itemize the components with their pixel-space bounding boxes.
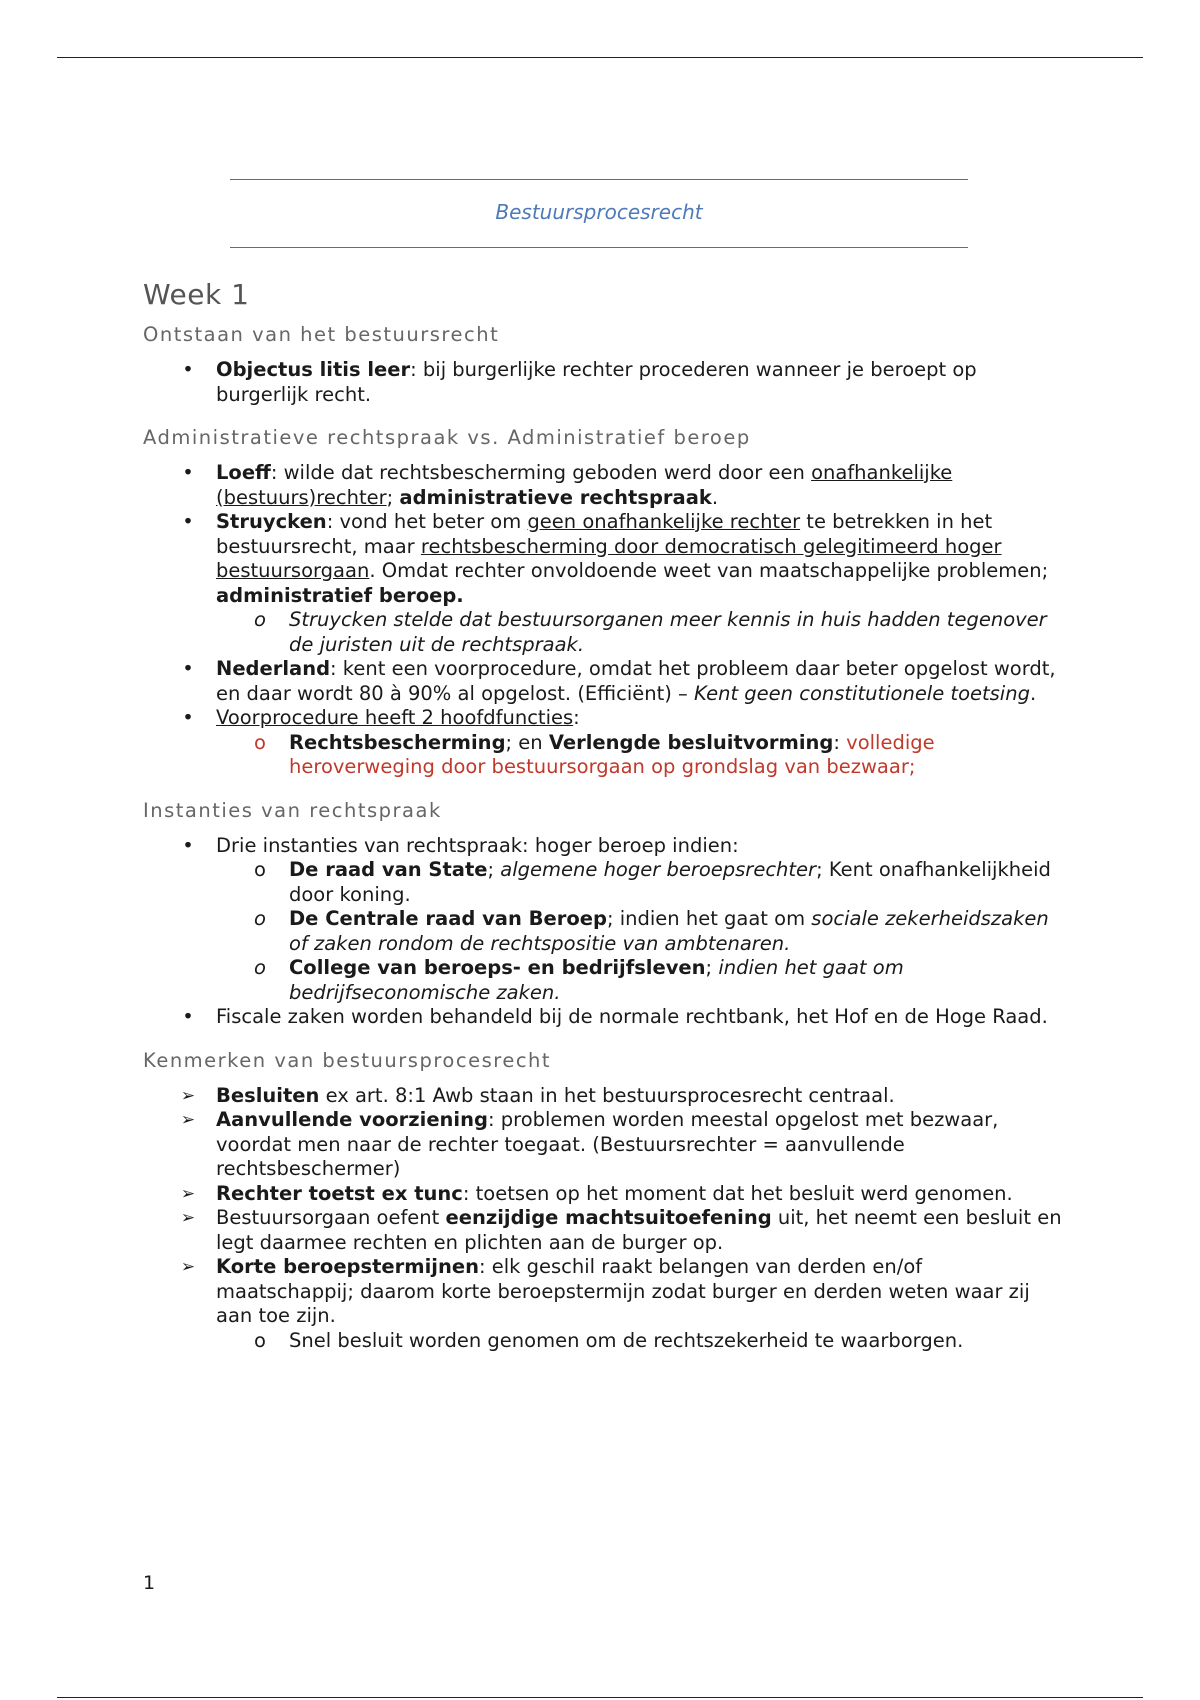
list-item [143,1108,1063,1182]
bullet-dot-icon: • [182,510,194,533]
underlined-text: Voorprocedure heeft 2 hoofdfuncties [216,706,574,729]
list-ontstaan [143,358,1063,407]
text: . Omdat rechter onvoldoende weet van maatschappelijke problemen; [369,559,1049,582]
bold-text: administratieve rechtspraak [399,485,712,509]
bullet-circle-icon: o [254,1328,266,1352]
sub-list-item [216,731,1063,780]
bullet-dot-icon: • [182,358,194,381]
list-kenmerken [143,1084,1063,1354]
text: : elk geschil raakt belangen van derden en/of maatschappij; daarom korte beroepstermijn zodat burger en derden weten waar zij aan toe zijn. [216,1255,1030,1327]
list-item [143,834,1063,1006]
text: : [833,730,847,754]
bullet-dot-icon: • [182,1005,194,1028]
title-box [230,179,968,248]
section-heading-ontstaan: Ontstaan van het bestuursrecht [143,323,500,346]
page-number: 1 [143,1572,156,1594]
underlined-text: onafhankelijke (bestuurs)rechter [216,461,953,509]
bullet-dot-icon: • [182,833,194,857]
bold-text: Korte beroepstermijnen [216,1255,479,1278]
sublist [216,1329,1063,1354]
text: : kent een voorprocedure, omdat het probleem daar beter opgelost wordt, en daar wordt 80 à 90% al opgelost. (Efficiënt) – [216,657,1056,705]
sub-list-item [216,858,1063,907]
text: : bij burgerlijke rechter procederen wanneer je beroept op burgerlijk recht. [216,358,977,406]
bullet-circle-icon: o [254,956,266,979]
bullet-dot-icon: • [182,706,194,729]
section-heading-instanties: Instanties van rechtspraak [143,798,442,822]
text: ; [487,858,501,881]
italic-text: algemene hoger beroepsrechter [500,858,817,881]
text: : [573,706,580,729]
list-item [143,706,1063,780]
page-bottom-rule [57,1697,1143,1698]
list-item [143,1182,1063,1207]
italic-text: sociale zekerheidszaken of zaken rondom de rechtspositie van ambtenaren. [289,907,1049,955]
bold-text: Verlengde besluitvorming [548,730,834,754]
section-heading-kenmerken: Kenmerken van bestuursprocesrecht [143,1048,552,1072]
text: ex art. 8:1 Awb staan in het bestuursprocesrecht centraal. [319,1083,895,1107]
bold-text: administratief beroep. [216,583,464,607]
text: : wilde dat rechtsbescherming geboden werd door een [270,461,812,484]
italic-text: Struycken stelde dat bestuursorganen meer kennis in huis hadden tegenover de juristen uit de rechtspraak. [289,608,1047,656]
bold-text: De Centrale raad van Beroep [289,907,607,930]
week-heading: Week 1 [143,278,250,311]
sub-list-item [216,1329,1063,1354]
sub-list-item [216,907,1063,956]
list-item [143,510,1063,657]
arrow-bullet-icon: ➢ [180,1085,196,1106]
italic-text: Kent geen constitutionele toetsing [694,681,1030,705]
list-item [143,657,1063,706]
term: Loeff [216,461,271,484]
text: : toetsen op het moment dat het besluit werd genomen. [462,1181,1013,1205]
bullet-circle-icon: o [254,730,266,754]
text: Bestuursorgaan oefent [216,1206,446,1229]
arrow-bullet-icon: ➢ [180,1257,196,1277]
bold-text: College van beroeps- en bedrijfsleven [289,956,706,979]
list-administratieve [143,461,1063,780]
bullet-circle-icon: o [254,907,266,930]
list-item [143,1084,1063,1109]
bullet-circle-icon: o [254,608,266,631]
text: Fiscale zaken worden behandeld bij de normale rechtbank, het Hof en de Hoge Raad. [216,1005,1048,1028]
italic-text: indien het gaat om bedrijfseconomische zaken. [289,956,904,1004]
list-item [143,1005,1063,1030]
bold-text: eenzijdige machtsuitoefening [445,1206,772,1229]
bold-text: Rechter toetst ex tunc [216,1181,463,1205]
text: ; indien het gaat om [606,907,812,930]
underlined-text: geen onafhankelijke rechter [527,510,801,533]
bullet-dot-icon: • [182,657,194,680]
text: te betrekken in het bestuursrecht, maar [216,510,993,558]
term: Objectus litis leer [216,358,411,381]
text: . [711,485,719,509]
text: Snel besluit worden genomen om de rechtszekerheid te waarborgen. [289,1328,964,1352]
document-title: Bestuursprocesrecht [495,200,703,224]
arrow-bullet-icon: ➢ [180,1110,196,1130]
term: Struycken [216,510,327,533]
bold-text: Besluiten [216,1083,320,1107]
arrow-bullet-icon: ➢ [180,1183,196,1204]
list-item [143,358,1063,407]
text: : vond het beter om [326,510,528,533]
red-text: volledige heroverweging door bestuursorgaan op grondslag van bezwaar; [289,730,935,778]
text: uit, het neemt een besluit en legt daarmee rechten en plichten aan de burger op. [216,1206,1062,1254]
sub-list-item [216,608,1063,657]
term: Nederland [216,657,331,680]
section-heading-administratieve: Administratieve rechtspraak vs. Administratief beroep [143,426,751,449]
text: . [1029,681,1037,705]
document-body [143,278,1063,1372]
bold-text: De raad van State [289,858,488,881]
text: : problemen worden meestal opgelost met bezwaar, voordat men naar de rechter toegaat. (Bestuursrechter = aanvullende rechtsbeschermer) [216,1108,999,1180]
underlined-text: rechtsbescherming door democratisch gelegitimeerd hoger bestuursorgaan [216,534,1002,582]
list-item [143,461,1063,510]
list-item [143,1255,1063,1353]
bold-text: Aanvullende voorziening [216,1108,488,1131]
page-top-rule [57,57,1143,58]
bold-text: Rechtsbescherming [289,730,506,754]
arrow-bullet-icon: ➢ [180,1208,196,1228]
text: Drie instanties van rechtspraak: hoger beroep indien: [216,833,739,857]
list-instanties [143,834,1063,1030]
bullet-circle-icon: o [254,858,266,881]
text: ; Kent onafhankelijkheid door koning. [289,858,1051,906]
list-item [143,1206,1063,1255]
text: ; en [505,730,549,754]
sublist [216,858,1063,1005]
sublist [216,608,1063,657]
text: ; [386,485,400,509]
bullet-dot-icon: • [182,461,194,484]
sub-list-item [216,956,1063,1005]
sublist [216,731,1063,780]
text: ; [705,956,719,979]
